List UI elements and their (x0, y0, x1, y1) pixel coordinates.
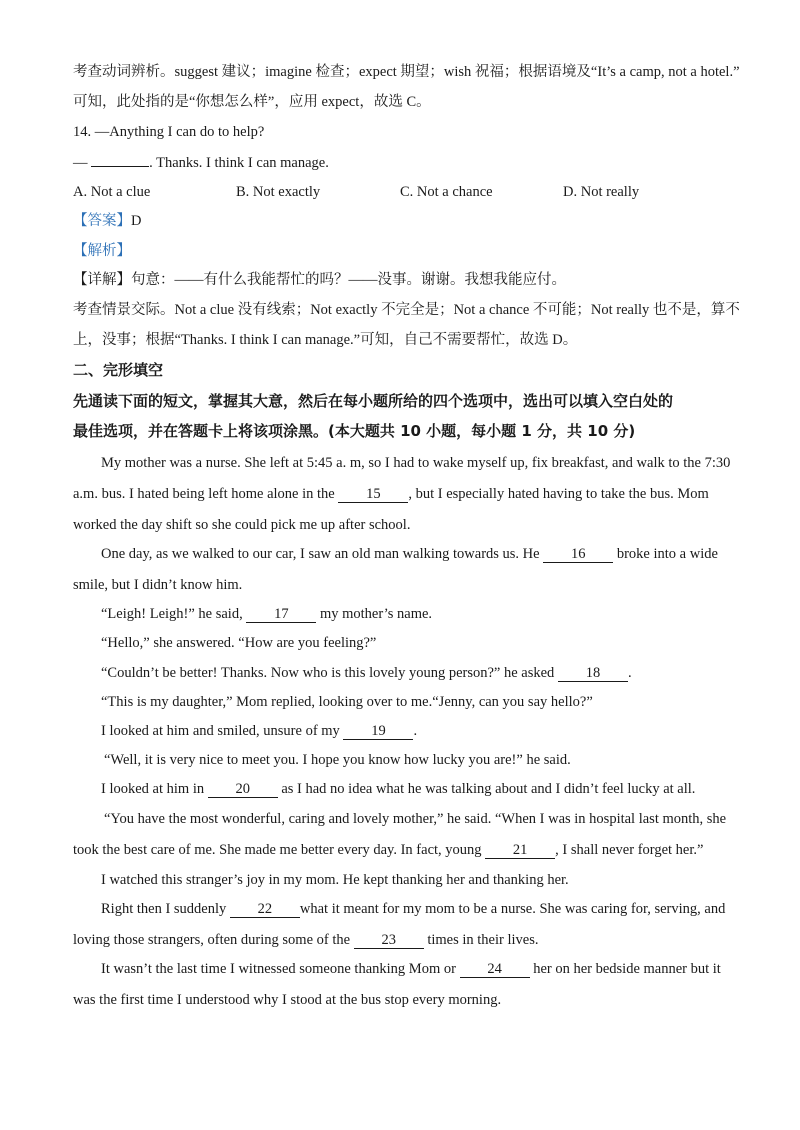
passage-text: . (627, 665, 632, 681)
blank-20: 20 (208, 781, 278, 798)
q14-detail: 【详解】句意：——有什么我能帮忙的吗？——没事。谢谢。我想我能应付。 (73, 272, 566, 288)
passage-text: broke into a wide (613, 546, 718, 562)
q14-option-b: B. Not exactly (236, 184, 321, 200)
q14-option-c: C. Not a chance (400, 184, 493, 200)
passage-p12-line-1 (101, 899, 725, 919)
q14-stem: 14. —Anything I can do to help? (73, 124, 265, 140)
q13-analysis-line-1: 考查动词辨析。suggest 建议；imagine 检查；expect 期望；wish 祝福；根据语境及“It’s a camp, not a hotel.” (73, 64, 740, 80)
answer-value: D (131, 213, 142, 229)
passage-text: It wasn’t the last time I witnessed someone thanking Mom or (101, 961, 460, 977)
passage-p3 (101, 604, 432, 624)
passage-p2-line-1 (101, 544, 718, 564)
passage-text: . (413, 723, 418, 739)
blank-19: 19 (343, 723, 413, 740)
blank-18: 18 (558, 665, 628, 682)
q14-option-a: A. Not a clue (73, 184, 151, 200)
passage-p1-line-2 (73, 484, 709, 504)
passage-p12-line-2 (73, 930, 538, 950)
passage-p1-line-1: My mother was a nurse. She left at 5:45 a. m, so I had to wake myself up, fix breakfast, and walk to the 7:30 (101, 455, 731, 471)
passage-text: what it meant for my mom to be a nurse. She was caring for, serving, and (299, 901, 726, 917)
blank-22: 22 (230, 901, 300, 918)
passage-text: , but I especially hated having to take the bus. Mom (408, 486, 709, 502)
analysis-label: 【解析】 (73, 243, 131, 259)
passage-p2-line-2: smile, but I didn’t know him. (73, 577, 243, 593)
passage-text: my mother’s name. (316, 606, 433, 622)
passage-p11: I watched this stranger’s joy in my mom. He kept thanking her and thanking her. (101, 872, 569, 888)
q14-answer-blank (91, 152, 149, 167)
passage-p10-line-2 (73, 840, 703, 860)
passage-text: loving those strangers, often during some of the (73, 932, 354, 948)
passage-p8: “Well, it is very nice to meet you. I hope you know how lucky you are!” he said. (104, 752, 571, 768)
q13-analysis-line-2: 可知，此处指的是“你想怎么样”，应用 expect，故选 C。 (73, 94, 431, 110)
passage-p6: “This is my daughter,” Mom replied, looking over to me.“Jenny, can you say hello?” (101, 694, 593, 710)
blank-21: 21 (485, 842, 555, 859)
passage-text: a.m. bus. I hated being left home alone in the (73, 486, 339, 502)
passage-text: One day, as we walked to our car, I saw an old man walking towards us. He (101, 546, 544, 562)
blank-15: 15 (338, 486, 408, 503)
q14-reply (73, 152, 329, 173)
blank-23: 23 (354, 932, 424, 949)
passage-text: I looked at him and smiled, unsure of my (101, 723, 344, 739)
blank-16: 16 (543, 546, 613, 563)
q14-answer (73, 211, 141, 231)
q14-reply-text: . Thanks. I think I can manage. (149, 155, 329, 171)
passage-text: I looked at him in (101, 781, 208, 797)
passage-p7 (101, 721, 417, 741)
q14-option-d: D. Not really (563, 184, 640, 200)
q14-explanation-line-2: 上，没事；根据“Thanks. I think I can manage.”可知，自己不需要帮忙，故选 D。 (73, 332, 578, 348)
passage-text: her on her bedside manner but it (529, 961, 721, 977)
answer-label: 【答案】 (73, 213, 131, 229)
passage-text: Right then I suddenly (101, 901, 230, 917)
section-heading: 二、完形填空 (73, 361, 164, 379)
section-instruction-line-2: 最佳选项，并在答题卡上将该项涂黑。(本大题共 10 小题，每小题 1 分，共 10 分) (73, 422, 636, 440)
section-instruction-line-1: 先通读下面的短文，掌握其大意，然后在每小题所给的四个选项中，选出可以填入空白处的 (73, 392, 674, 410)
passage-text: as I had no idea what he was talking about and I didn’t feel lucky at all. (277, 781, 696, 797)
blank-17: 17 (246, 606, 316, 623)
passage-p1-line-3: worked the day shift so she could pick me up after school. (73, 517, 411, 533)
passage-text: times in their lives. (423, 932, 539, 948)
passage-text: “Couldn’t be better! Thanks. Now who is this lovely young person?” he asked (101, 665, 558, 681)
passage-p10-line-1: “You have the most wonderful, caring and lovely mother,” he said. “When I was in hospital last month, she (104, 811, 727, 827)
passage-text: , I shall never forget her.” (555, 842, 704, 858)
passage-text: “Leigh! Leigh!” he said, (101, 606, 247, 622)
q14-explanation-line-1: 考查情景交际。Not a clue 没有线索；Not exactly 不完全是；Not a chance 不可能；Not really 也不是，算不 (73, 302, 740, 318)
passage-p4: “Hello,” she answered. “How are you feeling?” (101, 635, 377, 651)
passage-p5 (101, 663, 632, 683)
passage-text: took the best care of me. She made me better every day. In fact, young (73, 842, 486, 858)
passage-p13-line-2: was the first time I understood why I stood at the bus stop every morning. (73, 992, 502, 1008)
blank-24: 24 (460, 961, 530, 978)
passage-p9 (101, 779, 695, 799)
passage-p13-line-1 (101, 959, 721, 979)
q14-dash: — (73, 155, 88, 171)
